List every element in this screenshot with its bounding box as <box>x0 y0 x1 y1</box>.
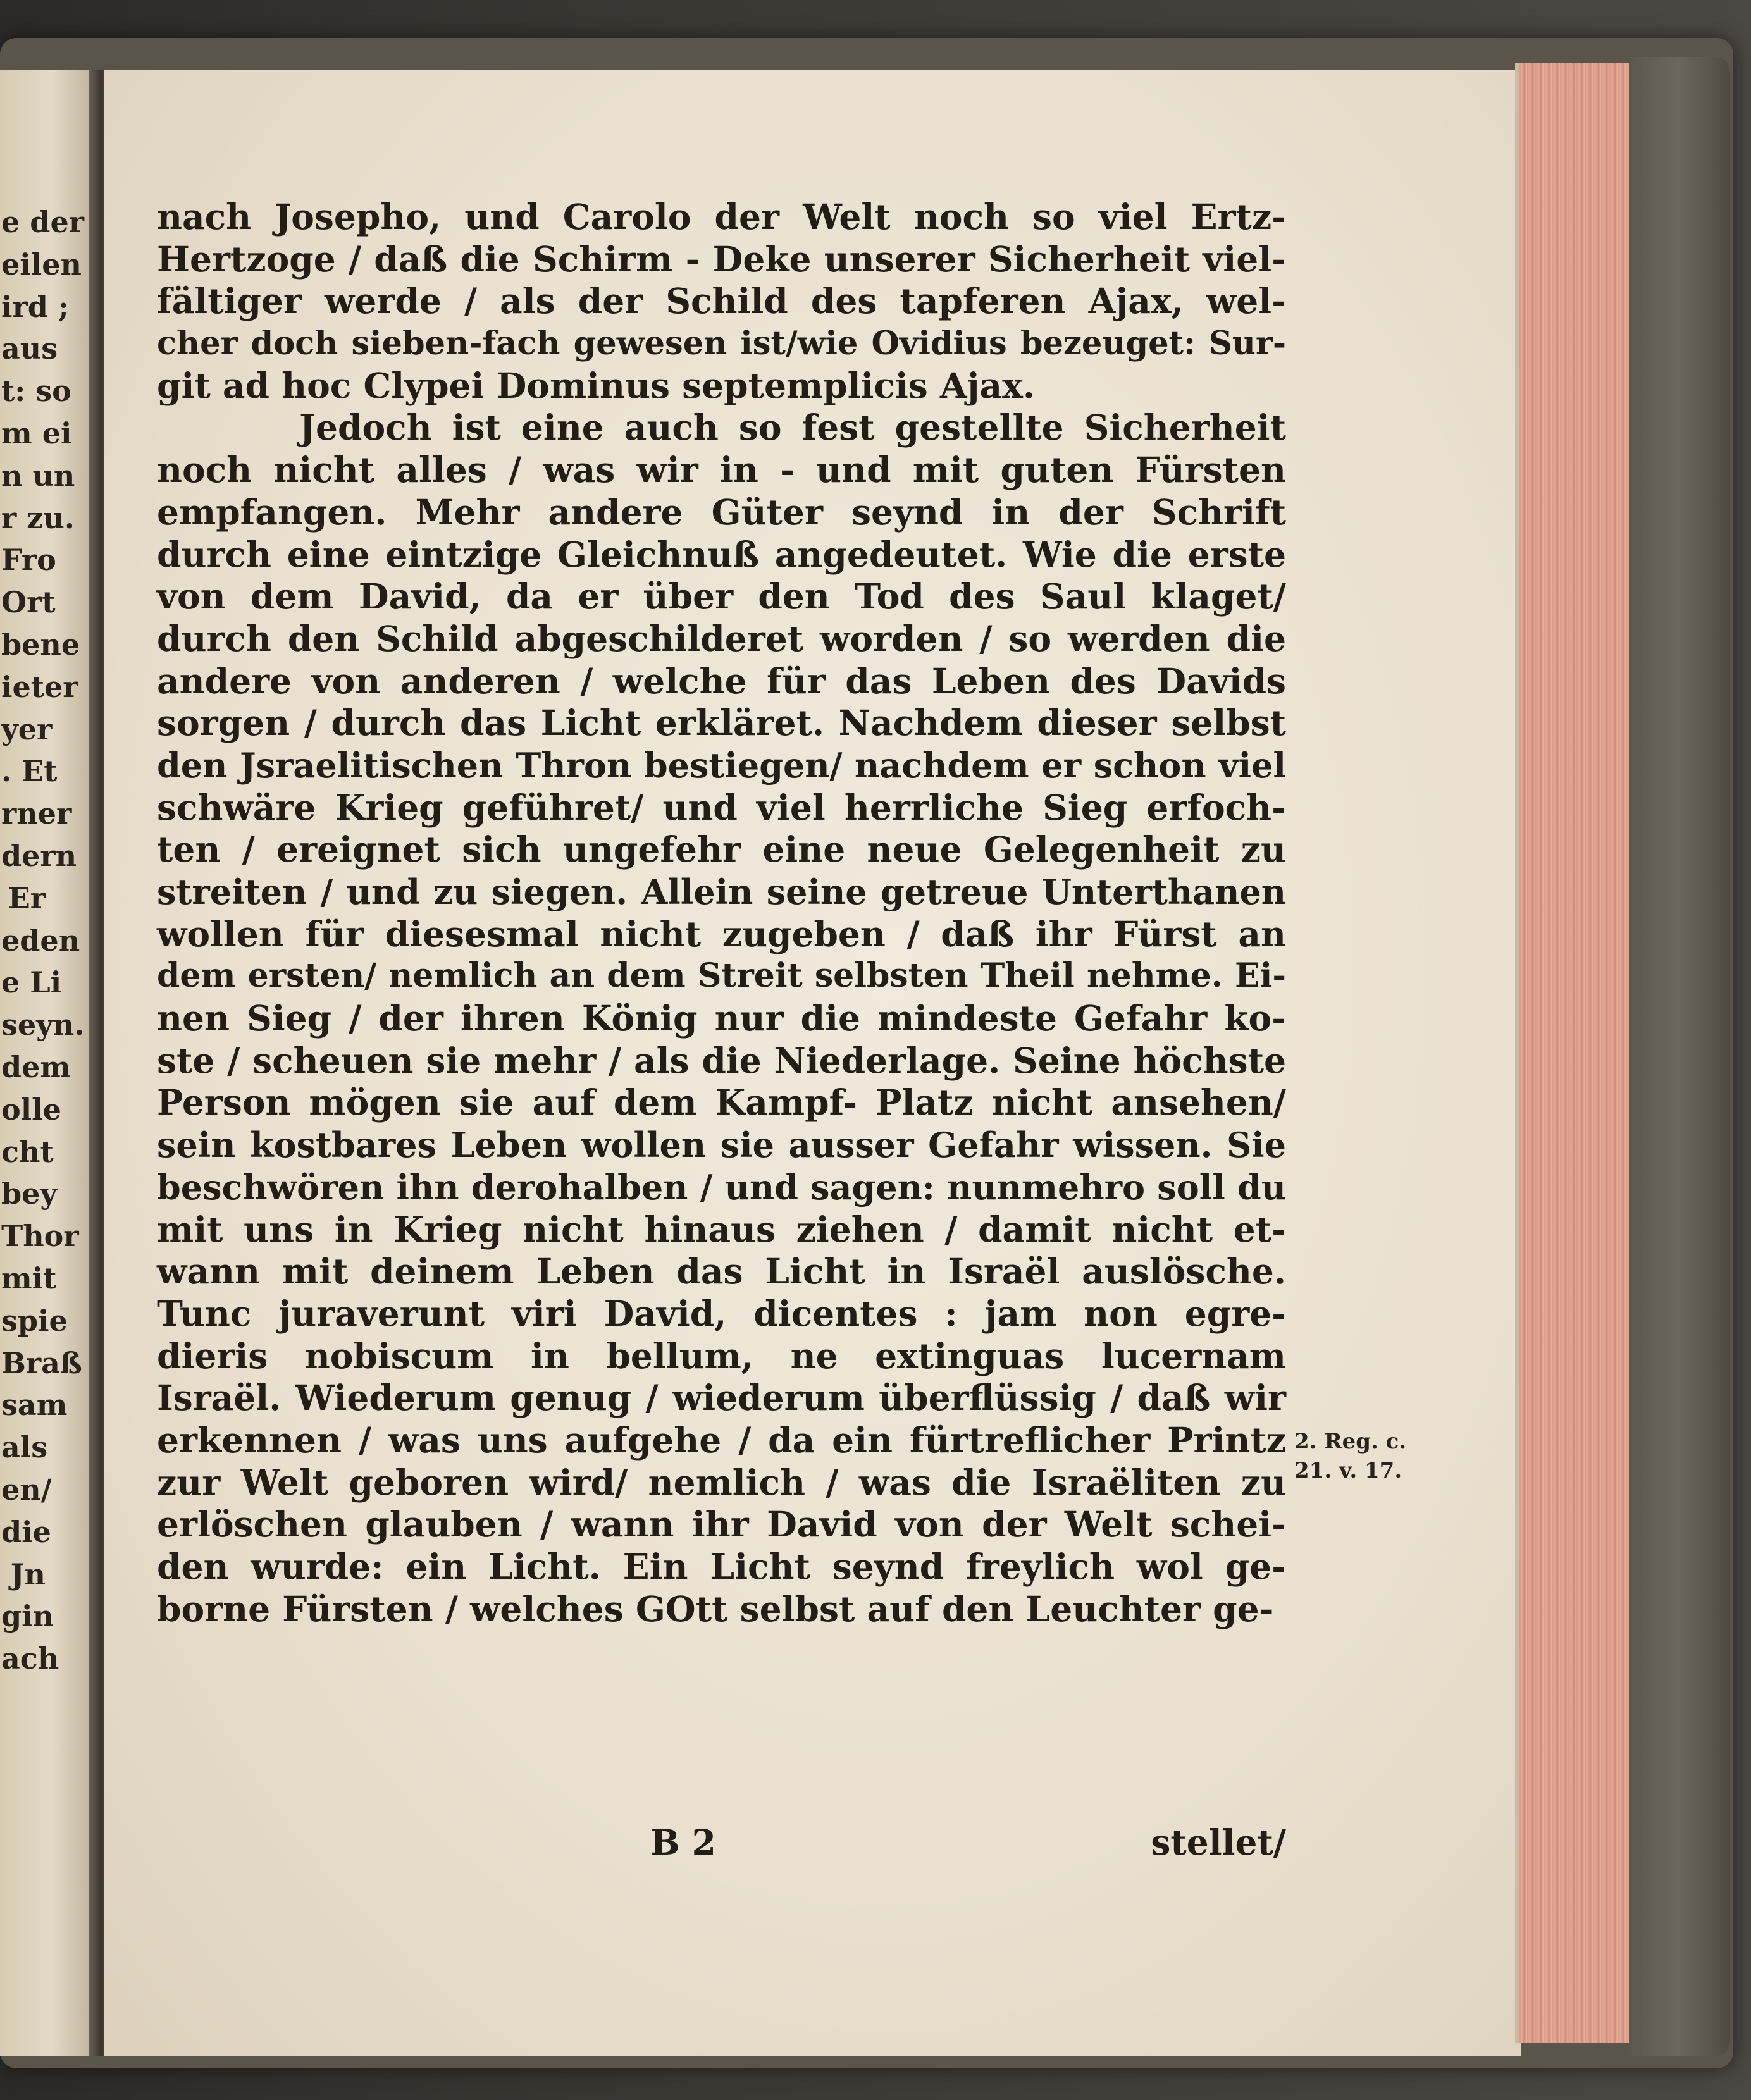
left-page-fragment: dem <box>1 1049 71 1084</box>
text-line: streiten / und zu siegen. Allein seine getreue Unterthanen <box>157 872 1286 912</box>
text-line: erlöschen glauben / wann ihr David von der Welt schei- <box>157 1504 1286 1545</box>
left-page-fragment: Thor <box>1 1219 79 1254</box>
left-page-fragment: bey <box>1 1177 58 1211</box>
left-page-fragment: . Et <box>1 754 58 789</box>
left-page-fragment: ach <box>1 1641 59 1676</box>
left-page-fragment: ird ; <box>1 289 69 324</box>
text-line: sein kostbares Leben wollen sie ausser Gefahr wissen. Sie <box>157 1125 1286 1166</box>
text-line: wann mit deinem Leben das Licht in Israël auslösche. <box>157 1251 1286 1292</box>
text-line: nach Josepho, und Carolo der Welt noch so viel Ertz- <box>157 196 1286 237</box>
left-page-fragment: e Li <box>1 965 62 1000</box>
left-page-fragment: m ei <box>1 416 72 450</box>
left-page-fragment: eilen <box>1 247 82 281</box>
text-line: mit uns in Krieg nicht hinaus ziehen / damit nicht et- <box>157 1208 1286 1250</box>
text-line: wollen für diesesmal nicht zugeben / daß ihr Fürst an <box>157 913 1286 954</box>
left-page-fragment: cht <box>1 1134 54 1169</box>
text-line: beschwören ihn derohalben / und sagen: nunmehro soll du <box>157 1166 1286 1208</box>
text-line: Jedoch ist eine auch so fest gestellte Sicherheit <box>299 407 1286 448</box>
text-line: erkennen / was uns aufgehe / da ein fürtreflicher Printz <box>157 1419 1286 1461</box>
left-page-fragment: gin <box>1 1599 54 1634</box>
margin-note-line-1: 2. Reg. c. <box>1294 1429 1407 1454</box>
main-text-block <box>157 196 1286 1630</box>
left-page-fragment: olle <box>1 1092 61 1127</box>
left-page-fragment: ieter <box>1 669 78 704</box>
margin-note-line-2: 21. v. 17. <box>1294 1458 1402 1483</box>
left-page-fragment: bene <box>1 627 80 662</box>
left-page-fragment: dern <box>1 838 77 873</box>
left-page-fragment: spie <box>1 1303 68 1338</box>
signature-mark: B 2 <box>650 1822 716 1863</box>
left-page-fragment: die <box>1 1514 51 1549</box>
text-line: nen Sieg / der ihren König nur die mindeste Gefahr ko- <box>157 998 1286 1039</box>
left-page-fragment: als <box>1 1430 48 1465</box>
left-page-fragment: sam <box>1 1388 68 1423</box>
left-page-fragment: eden <box>1 923 80 958</box>
left-page-fragment: Er <box>8 880 46 915</box>
left-page-fragment: t: so <box>1 374 71 409</box>
text-line: schwäre Krieg geführet/ und viel herrliche Sieg erfoch- <box>157 786 1286 828</box>
text-line: dem ersten/ nemlich an dem Streit selbsten Theil nehme. Ei- <box>157 956 1286 996</box>
text-line: fältiger werde / als der Schild des tapferen Ajax, wel- <box>157 280 1286 322</box>
page-footer <box>157 1822 1286 1866</box>
text-line: Israël. Wiederum genug / wiederum überflüssig / daß wir <box>157 1377 1286 1419</box>
left-page-fragment: e der <box>1 205 84 239</box>
left-page-text-fragments <box>1 201 85 1680</box>
text-line: den wurde: ein Licht. Ein Licht seynd freylich wol ge- <box>157 1546 1286 1587</box>
text-line: Person mögen sie auf dem Kampf- Platz nicht ansehen/ <box>157 1082 1286 1123</box>
text-line: Hertzoge / daß die Schirm - Deke unserer Sicherheit viel- <box>157 238 1286 280</box>
left-page-fragment: seyn. <box>1 1008 85 1042</box>
text-line: ten / ereignet sich ungefehr eine neue Gelegenheit zu <box>157 829 1286 870</box>
cover-edge <box>1629 57 1730 2056</box>
text-line: von dem David, da er über den Tod des Saul klaget/ <box>157 576 1286 617</box>
text-line: andere von anderen / welche für das Leben des Davids <box>157 660 1286 701</box>
text-line: sorgen / durch das Licht erkläret. Nachdem dieser selbst <box>157 702 1286 744</box>
text-line: ste / scheuen sie mehr / als die Niederlage. Seine höchste <box>157 1039 1286 1081</box>
text-line: git ad hoc Clypei Dominus septemplicis Ajax. <box>157 364 1036 406</box>
text-line: durch eine eintzige Gleichnuß angedeutet. Wie die erste <box>157 533 1286 575</box>
text-line: dieris nobiscum in bellum, ne extinguas lucernam <box>157 1335 1286 1376</box>
margin-note <box>1294 1427 1452 1485</box>
left-page-fragment: aus <box>1 331 58 366</box>
catchword: stellet/ <box>1151 1822 1286 1863</box>
text-line: noch nicht alles / was wir in - und mit guten Fürsten <box>157 449 1286 491</box>
text-line: den Jsraelitischen Thron bestiegen/ nachdem er schon viel <box>157 744 1286 786</box>
text-line: durch den Schild abgeschilderet worden / so werden die <box>157 617 1286 659</box>
text-line: Tunc juraverunt viri David, dicentes : jam non egre- <box>157 1292 1286 1334</box>
left-page-fragment: r zu. <box>1 500 75 535</box>
text-line: empfangen. Mehr andere Güter seynd in der Schrift <box>157 491 1286 533</box>
text-line: cher doch sieben-fach gewesen ist/wie Ovidius bezeuget: Sur- <box>157 324 1286 363</box>
text-line: borne Fürsten / welches GOtt selbst auf den Leuchter ge- <box>157 1588 1274 1629</box>
left-page-fragment: yer <box>1 712 53 746</box>
left-page-fragment: mit <box>1 1261 57 1295</box>
left-page-fragment: Ort <box>1 585 56 620</box>
left-page-fragment: rner <box>1 796 72 831</box>
left-page-fragment: n un <box>1 458 75 493</box>
page-edges <box>1515 63 1633 2043</box>
left-page-fragment: Braß <box>1 1345 82 1380</box>
left-page-fragment: en/ <box>1 1472 52 1507</box>
text-line: zur Welt geboren wird/ nemlich / was die Israëliten zu <box>157 1461 1286 1503</box>
left-page-fragment: Jn <box>10 1557 46 1591</box>
left-page-fragment: Fro <box>1 543 56 578</box>
